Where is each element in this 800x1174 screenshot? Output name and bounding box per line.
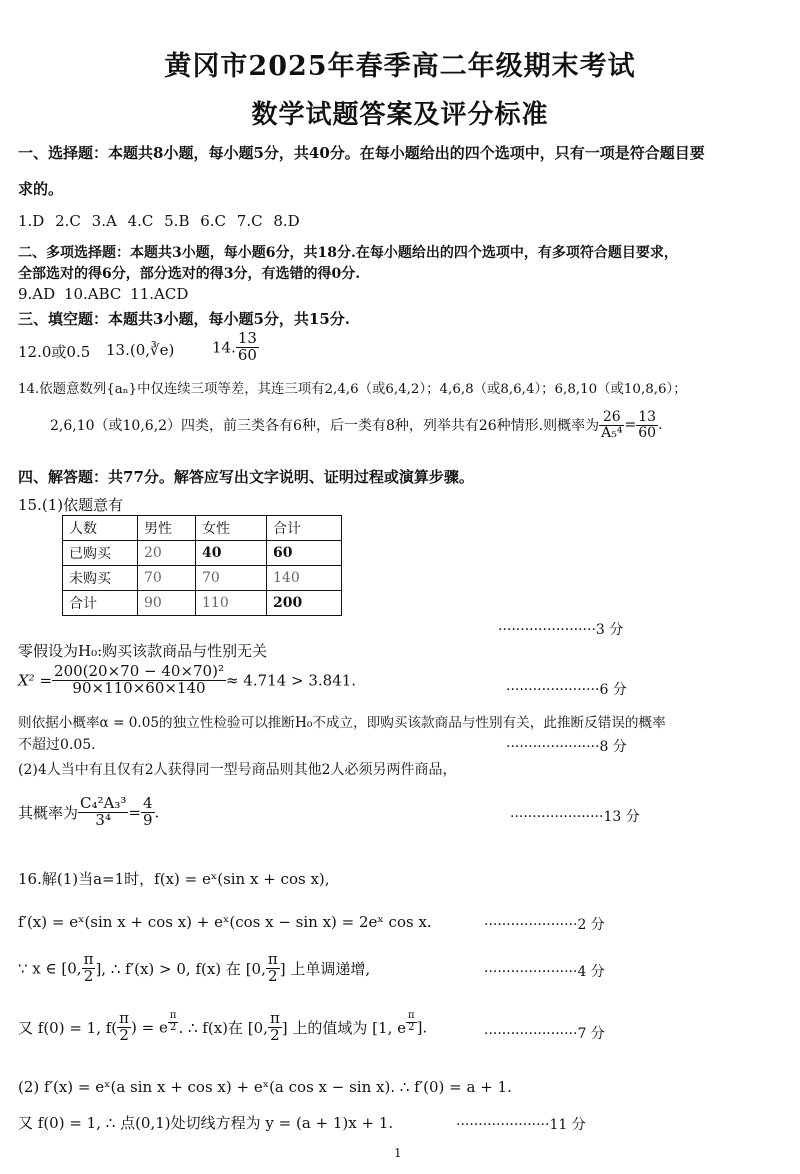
prob-denominator: 3⁴ [95,810,111,829]
q14-fraction-1 [599,410,624,440]
table-cell: 140 [267,566,342,591]
q16-line5: (2) f′(x) = eˣ(a sin x + cos x) + eˣ(a cos x − sin x). ∴ f′(0) = a + 1. [18,1078,512,1096]
pi-over-2-fraction [82,952,96,985]
q16-line3 [18,952,370,985]
q15-conclusion-line1: 则依据小概率α = 0.05的独立性检验可以推断H₀不成立，即购买该款商品与性别有关，此推断反错误的概率 [18,715,666,731]
table-header-cell: 合计 [267,516,342,541]
table-cell: 200 [267,591,342,616]
section2-header-line1: 二、多项选择题：本题共3小题，每小题6分，共18分.在每小题给出的四个选项中，有多项符合题目要求， [18,245,678,261]
q14-fraction-1-den: A₅⁴ [601,424,623,441]
table-cell: 合计 [63,591,138,616]
chi-lhs: X² = [18,671,53,690]
table-cell: 已购买 [63,541,138,566]
exponent-pi-over-2 [406,1011,417,1033]
q16-line6: 又 f(0) = 1, ∴ 点(0,1)处切线方程为 y = (a + 1)x + 1. [18,1114,394,1132]
q15-score-3: ······················3 分 [498,622,624,638]
prob-fraction-1 [78,796,128,829]
q16-score-7: ·····················7 分 [484,1026,605,1042]
two-denominator: 2 [83,966,94,985]
q14-explanation-line1: 14.依题意数列{aₙ}中仅连续三项等差，其连三项有2,4,6（或6,4,2）；4,6,8（或8,6,4）；6,8,10（或10,8,6）； [18,382,687,397]
q15-intro: 15.(1)依题意有 [18,496,124,514]
two-denominator: 2 [169,1021,177,1033]
q16-line4-c: . ∴ f(x)在 [0, [178,1018,268,1037]
q15-part2: (2)4人当中有且仅有2人获得同一型号商品则其他2人必须另两件商品， [18,762,457,778]
answer-14 [212,331,259,364]
pi-numerator: π [169,1010,177,1021]
answer-12: 12.0或0.5 [18,343,91,361]
two-denominator: 2 [408,1021,415,1033]
q14-fraction-2 [636,410,658,440]
table-row [63,591,342,616]
q16-line4-a: 又 f(0) = 1, f( [18,1018,118,1037]
q14-end: . [658,417,663,434]
table-header-row [63,516,342,541]
table-cell: 未购买 [63,566,138,591]
table-cell: 70 [138,566,196,591]
q16-line3-b: ], ∴ f′(x) > 0, f(x) 在 [0, [95,959,266,978]
q14-equals: = [624,417,637,434]
table-cell: 60 [267,541,342,566]
q15-contingency-table [62,515,342,616]
q16-line4-b: ) = e [131,1018,168,1037]
chi-rhs: ≈ 4.714 > 3.841. [225,671,357,690]
table-row [63,566,342,591]
two-denominator: 2 [268,966,278,985]
chi-fraction [52,664,226,697]
table-cell: 20 [138,541,196,566]
q16-score-4: ·····················4 分 [484,964,605,980]
answer-14-prefix: 14. [212,338,236,357]
q16-score-2: ·····················2 分 [484,917,605,933]
prob-equals: = [128,803,141,822]
chi-denominator: 90×110×60×140 [72,678,206,697]
pi-over-2-fraction [266,952,280,985]
two-denominator: 2 [270,1025,280,1044]
table-header-cell: 男性 [138,516,196,541]
pi-numerator: π [267,950,278,968]
section2-answers: 9.AD 10.ABC 11.ACD [18,285,189,303]
q16-line4-d: ] 上的值域为 [1, e [281,1018,406,1037]
prob-end: . [154,803,160,822]
table-row [63,541,342,566]
pi-numerator: π [408,1010,415,1021]
q15-score-6: ·····················6 分 [506,682,627,698]
chi-numerator: 200(20×70 − 40×70)² [54,662,224,680]
q16-score-11: ·····················11 分 [456,1117,586,1133]
q15-probability [18,796,159,829]
q16-line4 [18,1011,427,1044]
pi-numerator: π [269,1009,280,1027]
q15-conclusion-line2: 不超过0.05. [18,737,96,753]
section4-header: 四、解答题：共77分。解答应写出文字说明、证明过程或演算步骤。 [18,468,474,486]
q15-hypothesis: 零假设为H₀:购买该款商品与性别无关 [18,642,268,660]
table-header-cell: 女性 [196,516,267,541]
prob-numerator: C₄²A₃³ [80,794,127,812]
table-cell: 110 [196,591,267,616]
section1-answers: 1.D 2.C 3.A 4.C 5.B 6.C 7.C 8.D [18,212,300,230]
q16-line3-a: ∵ x ∈ [0, [18,959,82,978]
answer-14-numerator: 13 [237,329,257,347]
prob-numerator-2: 4 [142,794,153,812]
answer-13: 13.(0,∛e) [106,341,175,359]
table-header-cell: 人数 [63,516,138,541]
pi-numerator: π [83,950,94,968]
q16-line1: 16.解(1)当a=1时，f(x) = eˣ(sin x + cos x), [18,870,330,888]
page-number: 1 [394,1146,402,1160]
q14-fraction-2-num: 13 [638,409,657,425]
pi-numerator: π [119,1009,130,1027]
q15-score-13: ·····················13 分 [510,809,640,825]
section1-header-line2: 求的。 [18,180,64,198]
q15-score-8: ·····················8 分 [506,739,627,755]
q14-fraction-2-den: 60 [638,424,657,441]
prob-denominator-2: 9 [142,810,153,829]
answer-14-denominator: 60 [237,345,257,364]
q14-fraction-1-num: 26 [599,410,624,426]
q14-text: 2,6,10（或10,6,2）四类，前三类各有6种，后一类有8种，列举共有26种情形.则概率为 [50,418,600,435]
q16-line2: f′(x) = eˣ(sin x + cos x) + eˣ(cos x − sin x) = 2eˣ cos x. [18,913,432,931]
pi-over-2-fraction [117,1011,131,1044]
table-cell: 40 [196,541,267,566]
q15-chi-square [18,664,356,697]
section2-header-line2: 全部选对的得6分，部分选对的得3分，有选错的得0分. [18,266,361,282]
page-subtitle: 数学试题答案及评分标准 [251,100,549,130]
q16-line3-c: ] 上单调递增, [279,959,371,978]
table-cell: 70 [196,566,267,591]
q14-explanation-line2 [50,410,663,440]
answer-14-fraction [236,331,259,364]
prob-prefix: 其概率为 [18,803,79,822]
pi-over-2-fraction [268,1011,282,1044]
q16-line4-e: ]. [416,1018,428,1037]
section3-header: 三、填空题：本题共3小题，每小题5分，共15分. [18,310,350,328]
two-denominator: 2 [119,1025,129,1044]
prob-fraction-2 [141,796,155,829]
section1-header-line1: 一、选择题：本题共8小题，每小题5分，共40分。在每小题给出的四个选项中，只有一项是符合题目要 [18,144,705,162]
page-title: 黄冈市2025年春季高二年级期末考试 [164,51,636,82]
exponent-pi-over-2 [168,1011,179,1033]
table-cell: 90 [138,591,196,616]
